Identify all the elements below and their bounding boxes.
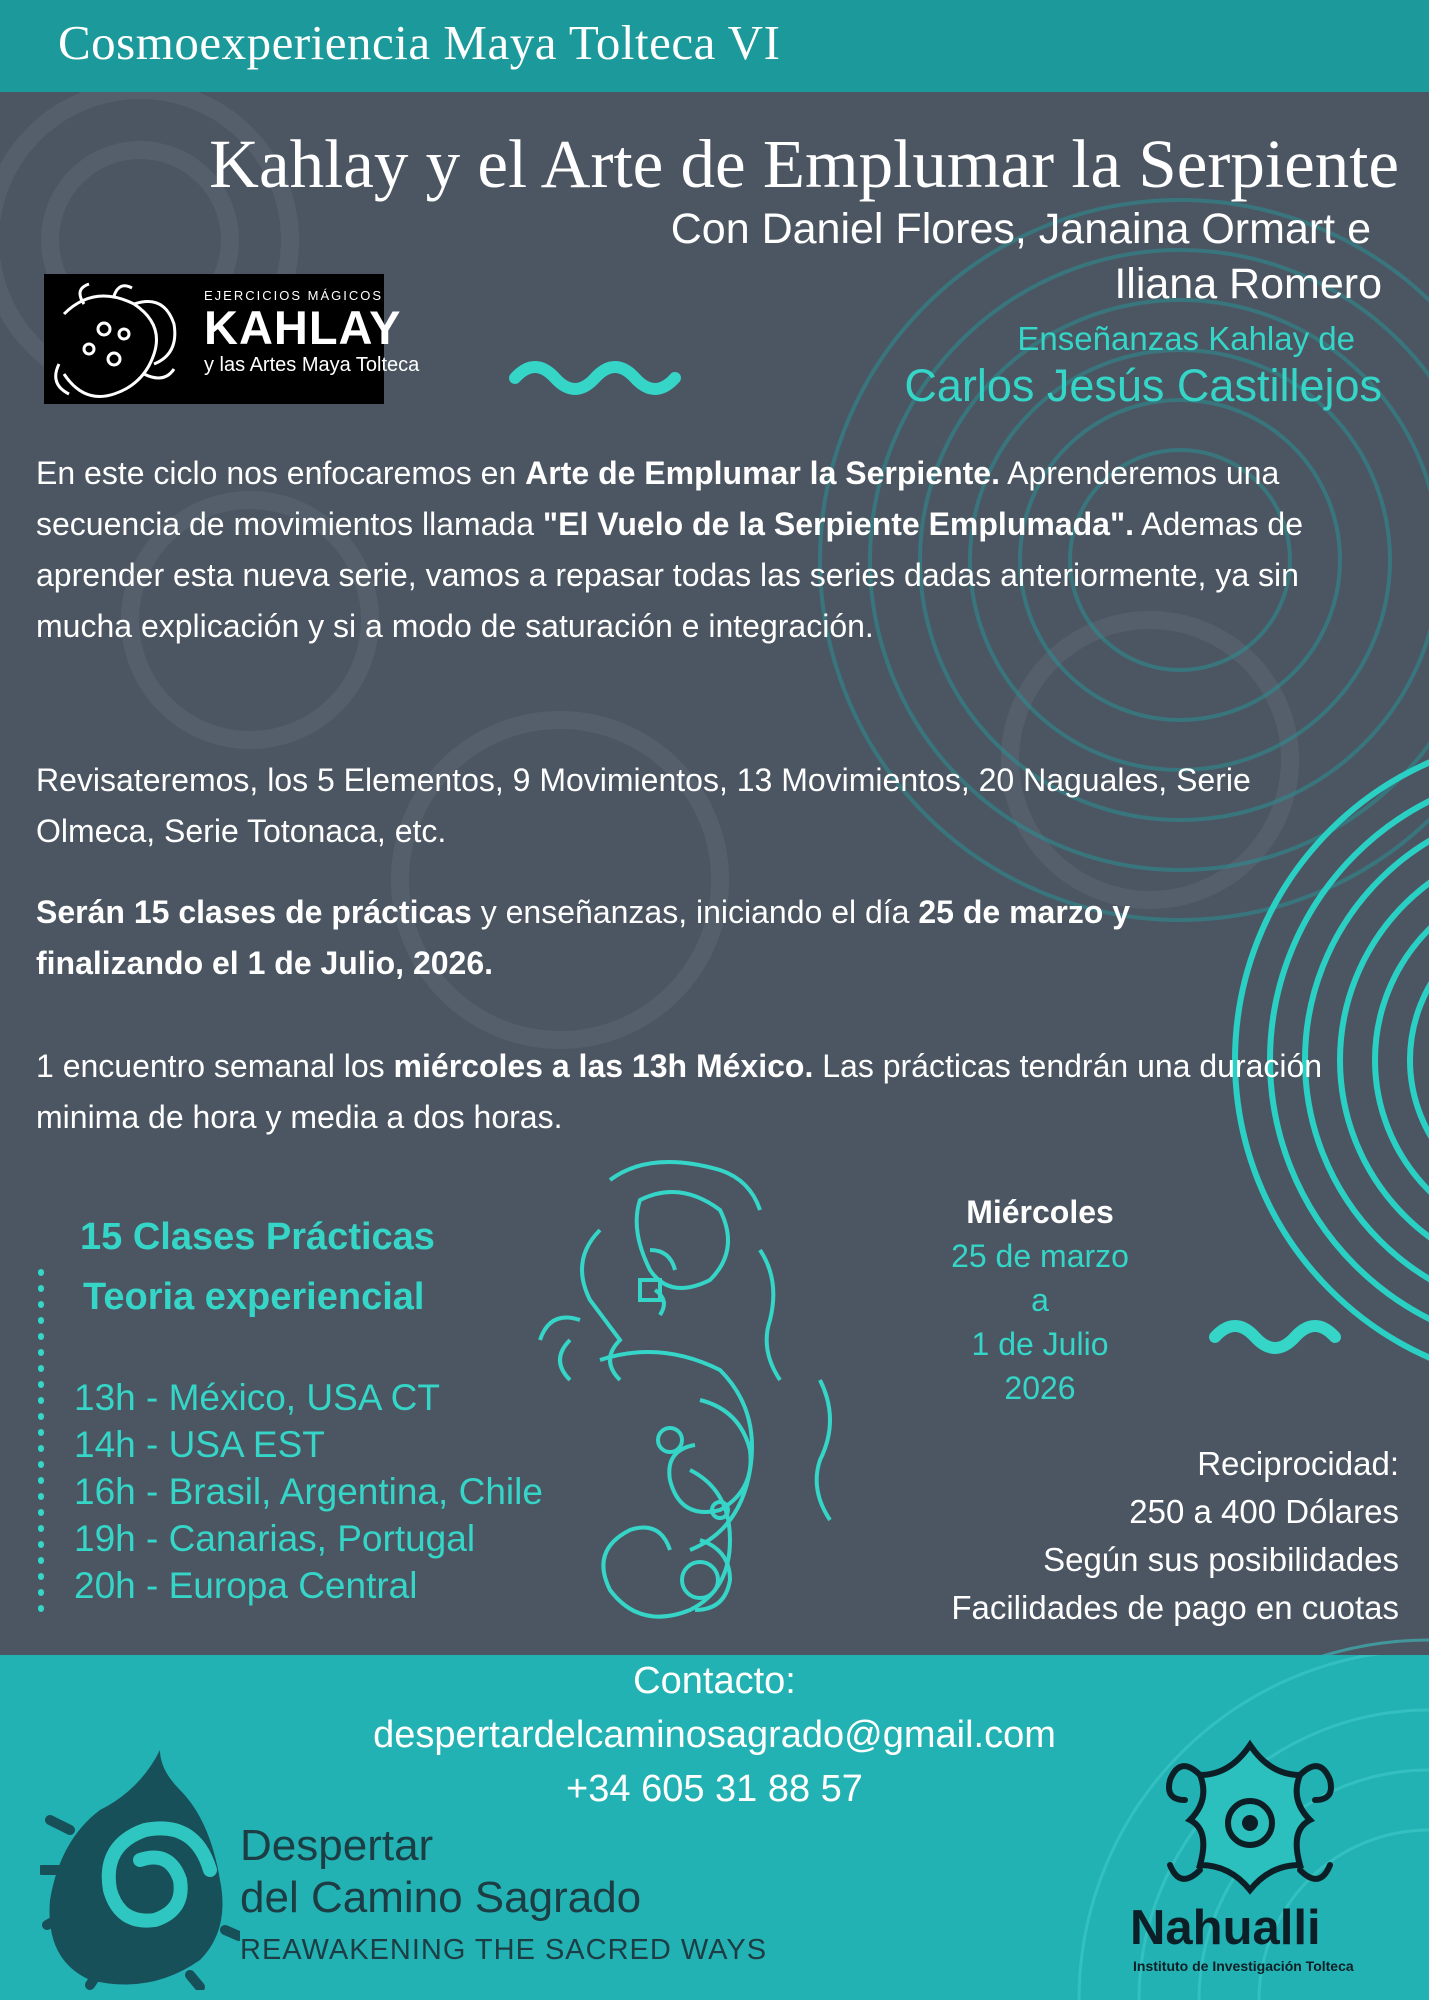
text-run-bold: 25 de marzo y finalizando el 1 de Julio, 2026. — [36, 894, 1131, 981]
kahlay-logo-name: KAHLAY — [204, 301, 402, 354]
date-start: 25 de marzo — [951, 1238, 1129, 1274]
classes-heading-2: Teoria experiencial — [83, 1276, 425, 1318]
date-separator: a — [1031, 1282, 1049, 1318]
org-name-line-2: del Camino Sagrado — [240, 1873, 642, 1922]
date-day: Miércoles — [966, 1194, 1114, 1230]
shell-logo-icon — [40, 1740, 240, 1990]
text-run-bold: Serán 15 clases de prácticas — [36, 894, 472, 930]
text-run: Las prácticas tendrán una duración minima de hora y media a dos horas. — [36, 1048, 1323, 1135]
date-block — [900, 1190, 1180, 1410]
nahualli-subtitle: Instituto de Investigación Tolteca — [1133, 1958, 1354, 1974]
schedule-item: 19h - Canarias, Portugal — [74, 1518, 476, 1559]
org-tagline: REAWAKENING THE SACRED WAYS — [240, 1934, 768, 1966]
teacher-name: Carlos Jesús Castillejos — [904, 360, 1382, 411]
text-run-bold: "El Vuelo de la Serpiente Emplumada". — [542, 506, 1135, 542]
reciprocity-label: Reciprocidad: — [1197, 1445, 1399, 1482]
contact-phone[interactable]: +34 605 31 88 57 — [566, 1768, 863, 1810]
series-title: Cosmoexperiencia Maya Tolteca VI — [58, 15, 781, 70]
schedule-item: 13h - México, USA CT — [74, 1377, 441, 1418]
reciprocity-block — [951, 1440, 1399, 1632]
text-run-bold: Arte de Emplumar la Serpiente. — [525, 455, 1000, 491]
text-run-bold: miércoles a las 13h México. — [393, 1048, 814, 1084]
contact-label: Contacto: — [633, 1660, 796, 1702]
schedule-item: 14h - USA EST — [74, 1424, 325, 1465]
jaguar-icon — [44, 274, 194, 404]
date-end: 1 de Julio — [971, 1326, 1109, 1362]
classes-heading-1: 15 Clases Prácticas — [80, 1216, 435, 1258]
text-run: Aprenderemos una secuencia de movimientos llamada — [36, 455, 1280, 542]
kahlay-logo-subtitle: EJERCICIOS MÁGICOS — [204, 288, 384, 303]
date-year: 2026 — [1004, 1370, 1076, 1406]
kahlay-logo-tagline: y las Artes Maya Tolteca — [204, 354, 420, 376]
reciprocity-payment: Facilidades de pago en cuotas — [951, 1589, 1399, 1626]
facilitators-line-1: Con Daniel Flores, Janaina Ormart e — [670, 205, 1371, 253]
text-run: En este ciclo nos enfocaremos en — [36, 455, 526, 491]
schedule-item: 16h - Brasil, Argentina, Chile — [74, 1471, 543, 1512]
kahlay-logo — [44, 274, 420, 404]
reciprocity-amount: 250 a 400 Dólares — [1129, 1493, 1399, 1530]
description-paragraph-4 — [36, 1041, 1336, 1143]
description-paragraph-1 — [36, 448, 1396, 652]
nahualli-name: Nahualli — [1130, 1901, 1321, 1955]
schedule-item: 20h - Europa Central — [74, 1565, 418, 1606]
reciprocity-note: Según sus posibilidades — [1043, 1541, 1399, 1578]
org-name-line-1: Despertar — [240, 1821, 434, 1870]
description-paragraph-2: Revisateremos, los 5 Elementos, 9 Movimientos, 13 Movimientos, 20 Naguales, Serie Olmeca, Serie Totonaca, etc. — [36, 762, 1251, 849]
text-run: 1 encuentro semanal los — [36, 1048, 394, 1084]
text-run: Ademas de aprender esta nueva serie, vamos a repasar todas las series dadas anteriormente, ya sin mucha explicación y si a modo de saturación e integración. — [36, 506, 1304, 644]
facilitators-line-2: Iliana Romero — [1114, 260, 1382, 308]
contact-email[interactable]: despertardelcaminosagrado@gmail.com — [373, 1714, 1056, 1756]
page-title: Kahlay y el Arte de Emplumar la Serpiente — [209, 126, 1399, 202]
text-run: y enseñanzas, iniciando el día — [471, 894, 919, 930]
nahualli-logo-icon — [1160, 1735, 1340, 1895]
teachings-label: Enseñanzas Kahlay de — [1017, 320, 1355, 357]
description-paragraph-3 — [36, 887, 1146, 989]
